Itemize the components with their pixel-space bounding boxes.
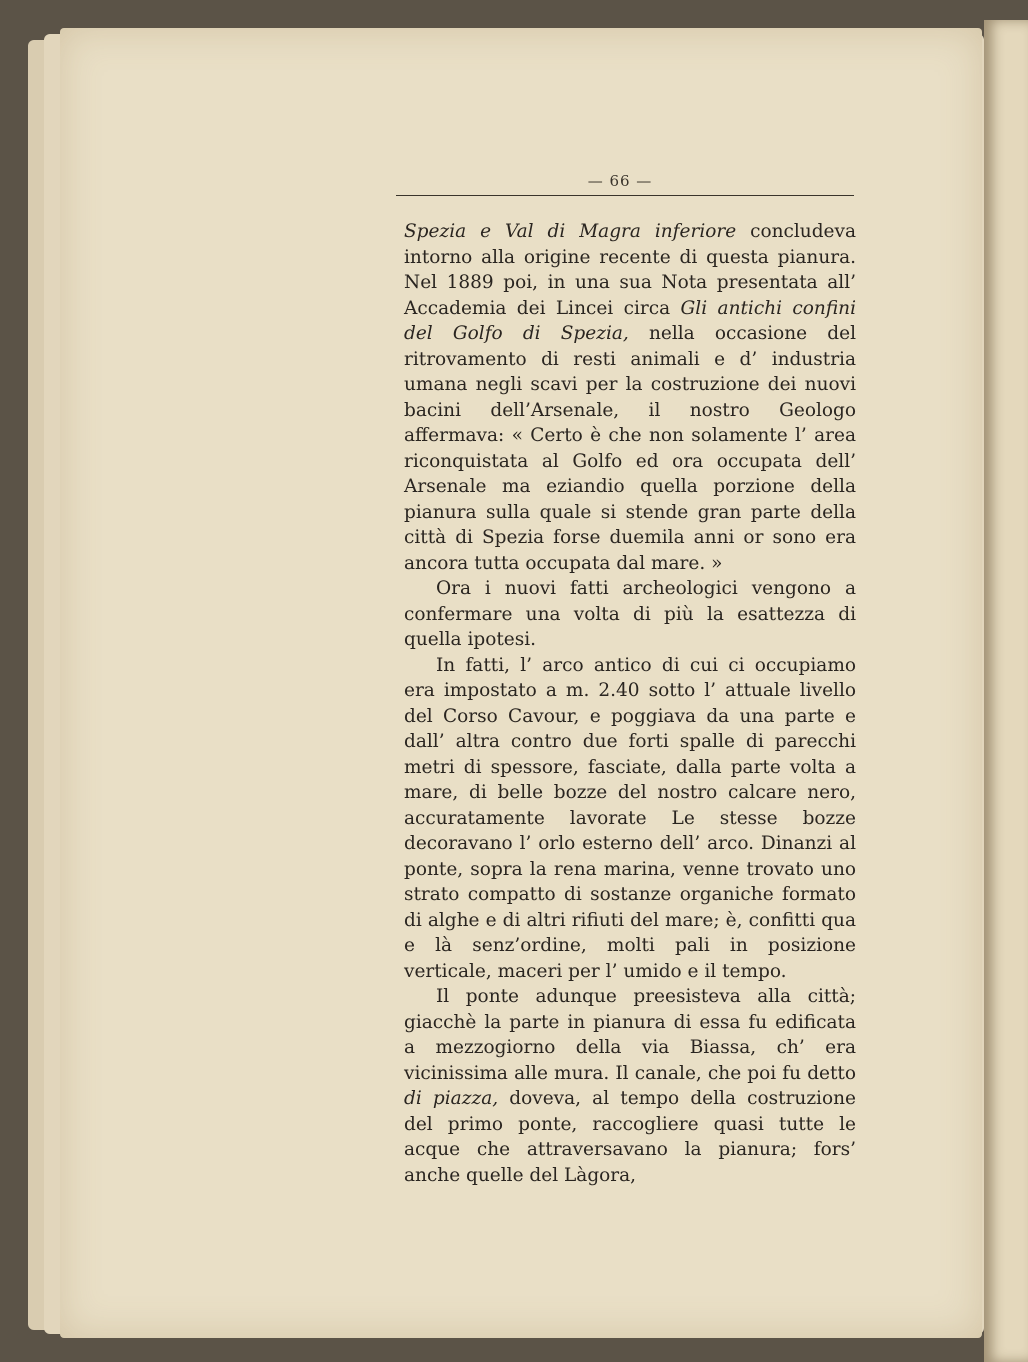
paragraph <box>404 653 856 985</box>
body-text <box>404 219 856 1188</box>
paragraph-continued <box>404 219 856 576</box>
italic-text: Gli antichi confini del Golfo di Spezia, <box>404 297 856 344</box>
italic-text: di piazza, <box>404 1088 499 1109</box>
text-run: Ora i nuovi fatti archeologici vengono a confermare una volta di più la esattezza di quella ipotesi. <box>404 578 856 650</box>
header-rule <box>396 195 854 196</box>
facing-page-edge <box>984 20 1028 1362</box>
text-run: concludeva intorno alla origine recente di questa pianura. Nel 1889 poi, in una sua Nota presentata all’ Accademia dei Lincei circa <box>404 221 856 319</box>
italic-text: Spezia e Val di Magra inferiore <box>404 221 737 242</box>
paragraph <box>404 576 856 653</box>
text-run: nella occasione del ritrovamento di resti animali e d’ industria umana negli scavi per la costruzione dei nuovi bacini dell’Arsenale, il nostro Geologo affermava: « Certo è che non solamente l’ area riconquistata al Golfo ed ora occupata dell’ Arsenale ma eziandio quella porzione della pianura sulla quale si stende gran parte della città di Spezia forse duemila anni or sono era ancora tutta occupata dal mare. » <box>404 323 856 574</box>
page-number: — 66 — <box>587 172 653 190</box>
text-run: In fatti, l’ arco antico di cui ci occupiamo era impostato a m. 2.40 sotto l’ attuale livello del Corso Cavour, e poggiava da una parte e dall’ altra contro due forti spalle di parecchi metri di spessore, fasciate, dalla parte volta a mare, di belle bozze del nostro calcare nero, accuratamente lavorate Le stesse bozze decoravano l’ orlo esterno dell’ arco. Dinanzi al ponte, sopra la rena marina, venne trovato uno strato compatto di sostanze organiche formato di alghe e di altri rifiuti del mare; è, confitti qua e là senz’ordine, molti pali in posizione verticale, maceri per l’ umido e il tempo. <box>404 654 856 982</box>
text-run: Il ponte adunque preesisteva alla città; giacchè la parte in pianura di essa fu edificata a mezzogiorno della via Biassa, ch’ era vicinissima alle mura. Il canale, che poi fu detto <box>404 986 856 1084</box>
paragraph <box>404 984 856 1188</box>
text-run: doveva, al tempo della costruzione del primo ponte, raccogliere quasi tutte le acque che attraversavano la pianura; fors’ anche quelle del Làgora, <box>404 1088 856 1186</box>
